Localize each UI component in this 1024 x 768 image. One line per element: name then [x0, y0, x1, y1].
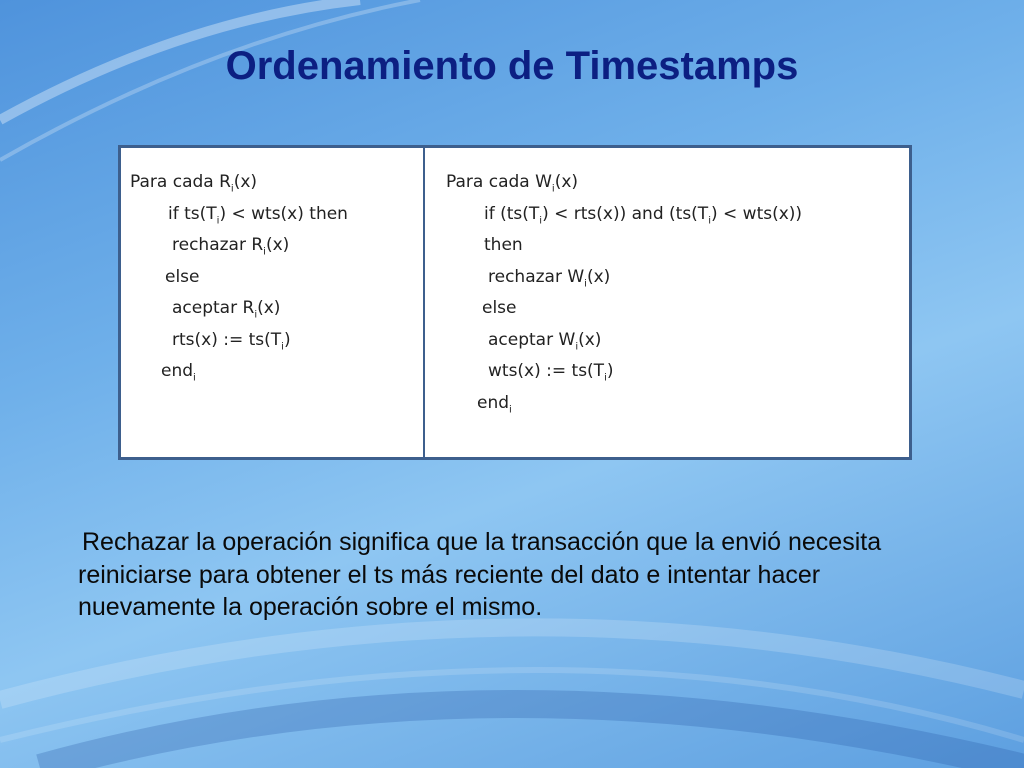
code-text: rechazar R [172, 235, 264, 255]
code-line [446, 265, 802, 297]
code-text: (x) [554, 172, 579, 192]
pseudocode-box [118, 145, 912, 460]
code-text: aceptar W [488, 329, 576, 350]
code-text: ) [606, 361, 614, 381]
subscript: i [254, 309, 258, 321]
code-text: Para cada R [130, 172, 231, 192]
code-text: if (ts(T [484, 203, 540, 224]
code-text: else [482, 298, 517, 318]
subscript: i [263, 246, 266, 258]
code-line [130, 233, 348, 265]
code-text: ) < wts(x)) [710, 203, 803, 224]
write-rule-column [446, 170, 802, 422]
code-text: Para cada W [446, 172, 552, 192]
code-line [446, 328, 802, 360]
subscript: i [509, 403, 512, 415]
code-line [446, 391, 802, 423]
code-text: (x) [586, 266, 611, 287]
subscript: i [230, 183, 234, 195]
code-line [446, 202, 802, 234]
subscript: i [216, 214, 220, 226]
subscript: i [539, 214, 543, 226]
code-line [446, 170, 802, 202]
code-text: wts(x) := ts(T [488, 361, 605, 381]
code-text: ) < rts(x)) and (ts(T [542, 203, 709, 224]
code-line [130, 296, 348, 328]
column-divider [423, 148, 425, 457]
code-line [130, 265, 348, 297]
code-text: end [477, 392, 510, 413]
code-line [446, 359, 802, 391]
subscript: i [281, 340, 284, 352]
code-text: if ts(T [168, 203, 217, 224]
code-text: rts(x) := ts(T [172, 329, 282, 350]
subscript: i [584, 277, 587, 289]
read-rule-column [130, 170, 348, 391]
code-text: (x) [233, 172, 258, 192]
code-line [130, 328, 348, 360]
subscript: i [708, 214, 711, 226]
slide-title: Ordenamiento de Timestamps [225, 44, 799, 88]
code-text: ) < wts(x) then [219, 203, 348, 224]
code-text: end [161, 361, 194, 381]
code-text: then [484, 235, 523, 255]
code-text: aceptar R [172, 298, 255, 318]
code-line [130, 202, 348, 234]
code-text: (x) [265, 235, 290, 255]
code-text: (x) [257, 298, 281, 318]
code-text: ) [283, 329, 291, 350]
code-text: else [165, 266, 200, 287]
code-line [446, 296, 802, 328]
subscript: i [604, 372, 607, 384]
subscript: i [193, 372, 196, 384]
subscript: i [575, 340, 579, 352]
code-text: rechazar W [488, 266, 585, 287]
code-text: (x) [578, 329, 602, 350]
explanation-paragraph: Rechazar la operación significa que la transacción que la envió necesita reiniciarse para obtener el ts más reciente del dato e intentar hacer nuevamente la operación sobre el mismo. [78, 528, 882, 621]
subscript: i [551, 183, 555, 195]
code-line [446, 233, 802, 265]
code-line [130, 170, 348, 202]
code-line [130, 359, 348, 391]
